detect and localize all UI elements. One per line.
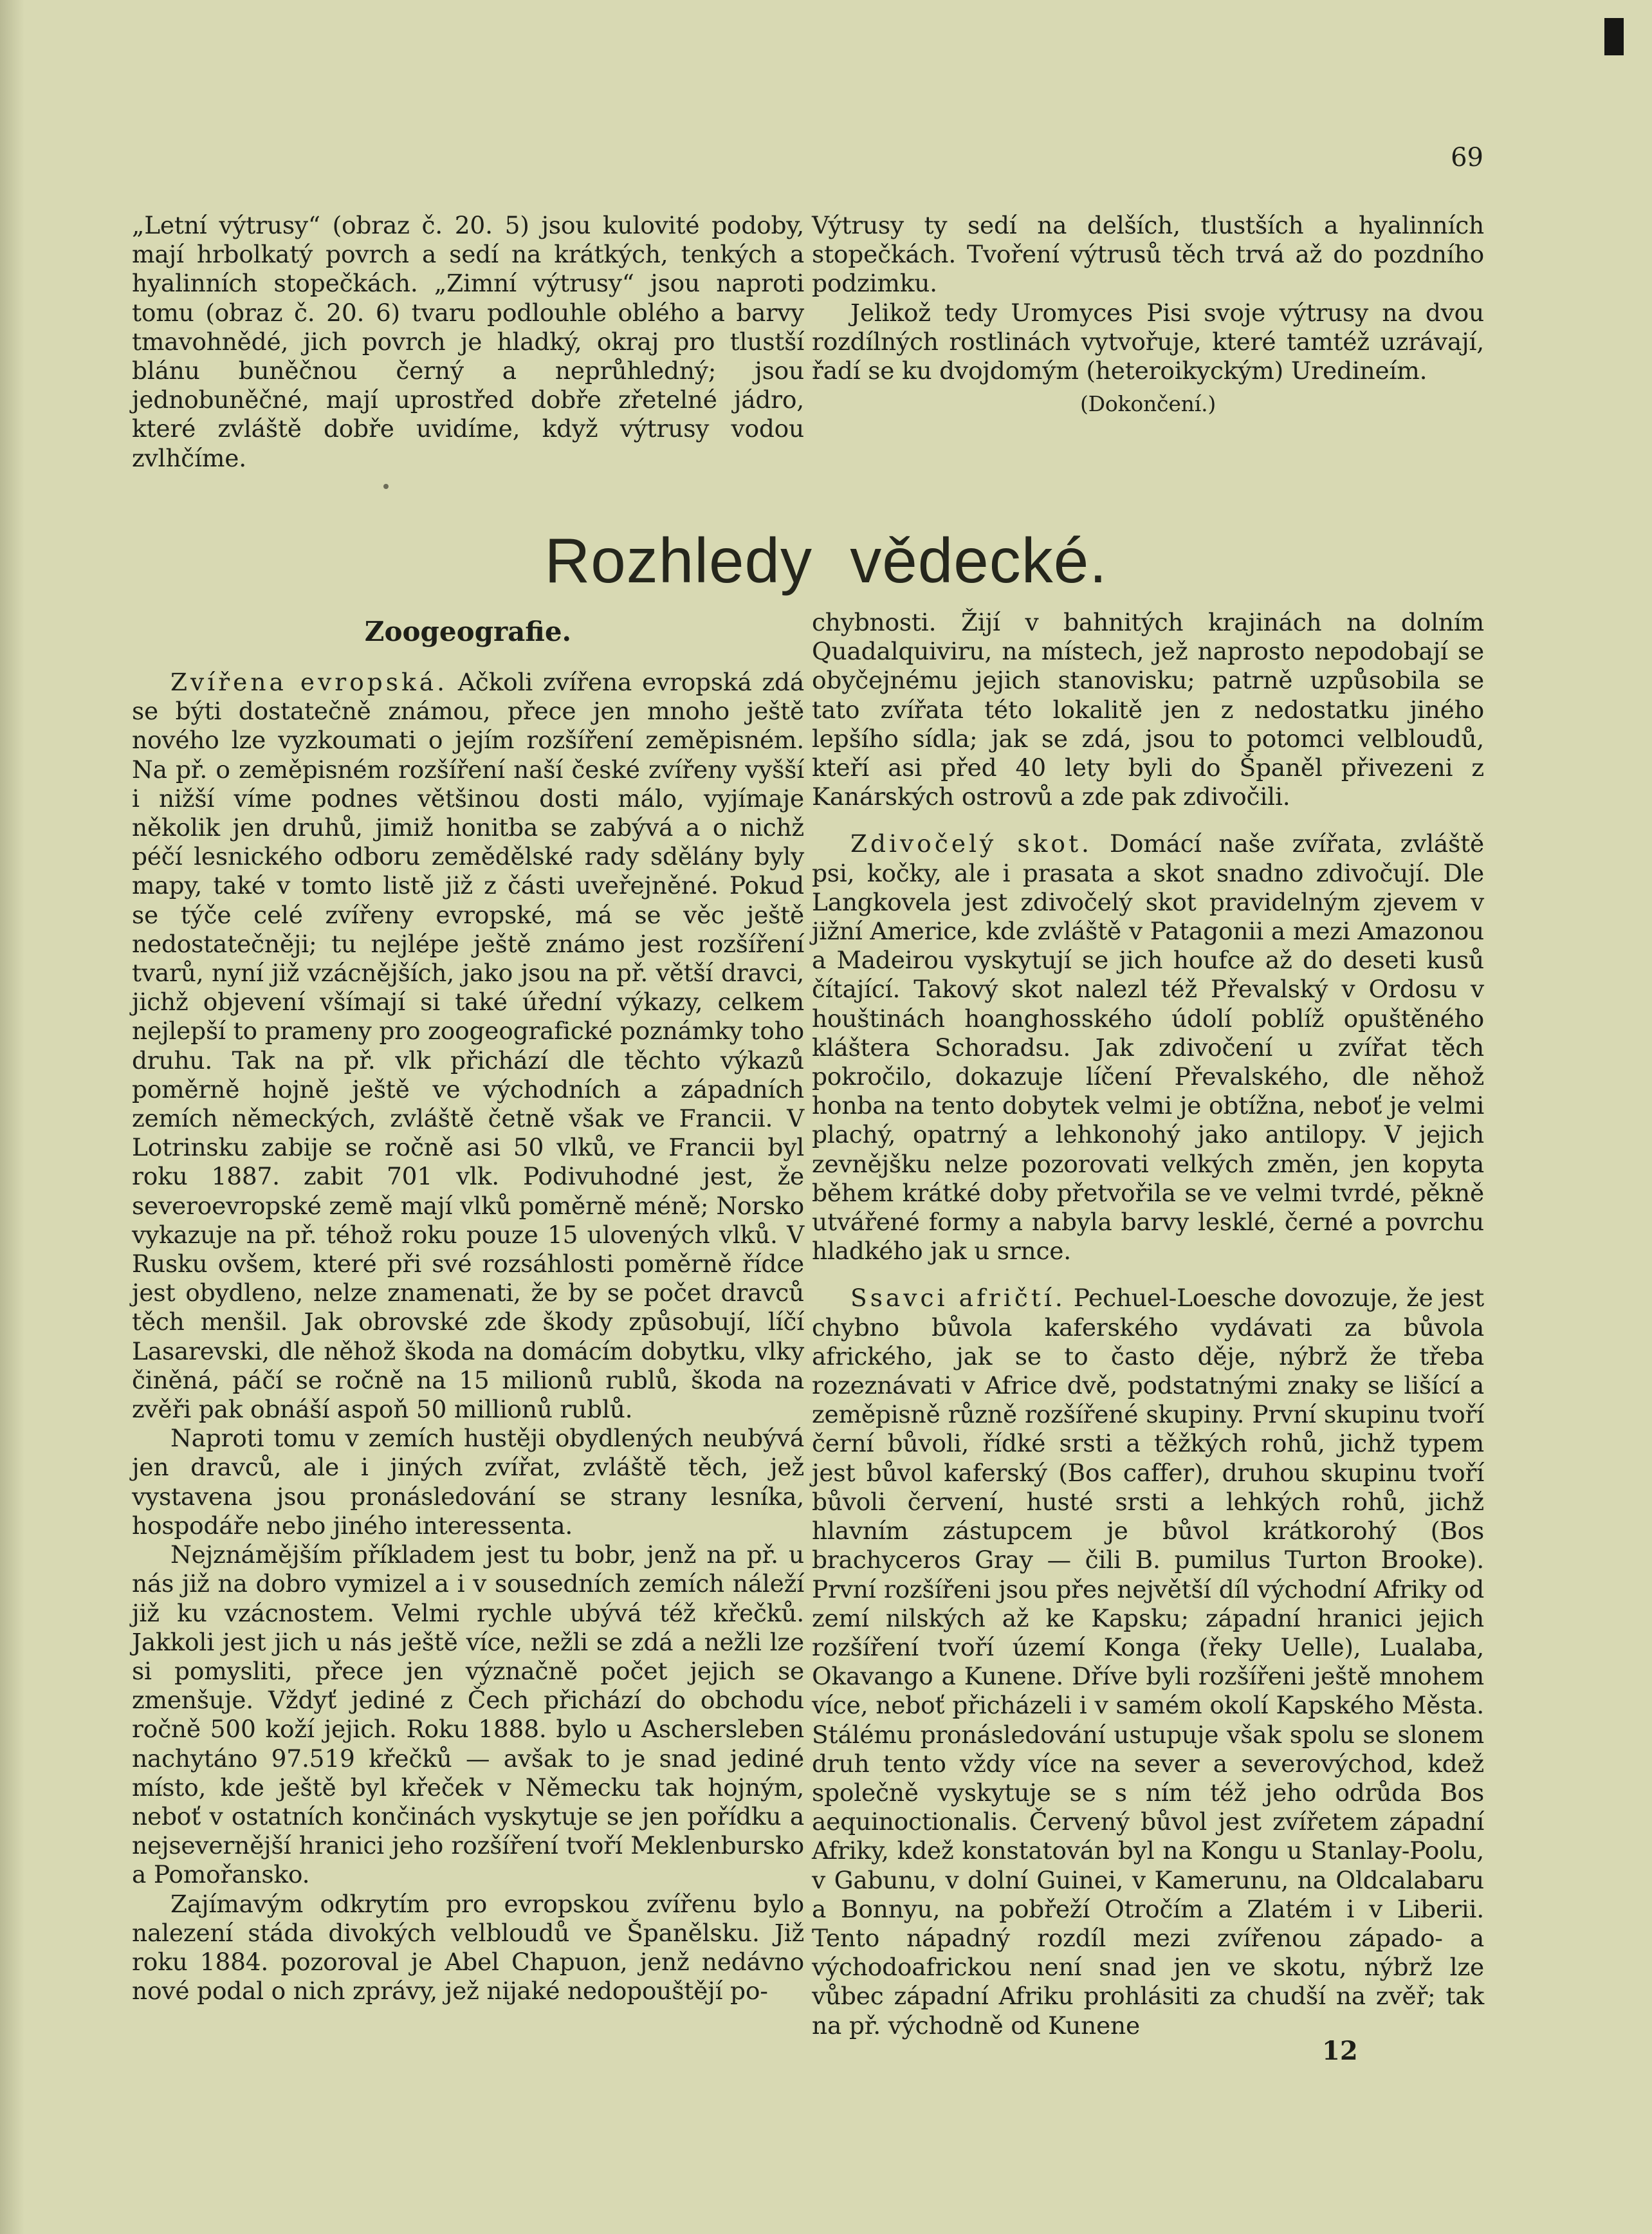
paragraph	[812, 1284, 1484, 2040]
page-number: 69	[1451, 143, 1483, 172]
paragraph-body: Ačkoli zvířena evropská zdá se býti dostatečně známou, přece jen mnoho ještě nového lze vyzkoumati o jejím rozšíření zeměpisném. Na př. o zeměpisném rozšíření naší české zvířeny vyšší i nižší víme podnes většinou dosti málo, vyjímaje několik jen druhů, jimiž honitba se zabývá a o nichž péčí lesnického odboru zemědělské rady sdělány byly mapy, také v tomto listě již z části uveřejněné. Pokud se týče celé zvířeny evropské, má se věc ještě nedostatečněji; tu nejlépe ještě známo jest rozšíření tvarů, nyní již vzácnějších, jako jsou na př. větší dravci, jichž objevení všímají si také úřední výkazy, celkem nejlepší to prameny pro zoogeografické poznámky toho druhu. Tak na př. vlk přichází dle těchto výkazů poměrně hojně ještě ve východních a západních zemích německých, zvláště četně však ve Francii. V Lotrinsku zabije se ročně asi 50 vlků, ve Francii byl roku 1887. zabit 701 vlk. Podivuhodné jest, že severoevropské země mají vlků poměrně méně; Norsko vykazuje na př. téhož roku pouze 15 ulovených vlků. V Rusku ovšem, které při své rozsáhlosti poměrně řídce jest obydleno, nelze znamenati, že by se počet dravců těch menšil. Jak obrovské zde škody způsobují, líčí Lasarevski, dle něhož škoda na domácím dobytku, vlky činěná, páčí se ročně na 15 milionů rublů, škoda na zvěři pak obnáší aspoň 50 millionů rublů.	[132, 668, 804, 1424]
paragraph: Nejznámějším příkladem jest tu bobr, jenž na př. u nás již na dobro vymizel a i v sousedních zemích náleží již ku vzácnostem. Velmi rychle ubývá též křečků. Jakkoli jest jich u nás ještě více, nežli se zdá a nežli lze si pomysliti, přece jen význačně počet jejich se zmenšuje. Vždyť jediné z Čech přichází do obchodu ročně 500 koží jejich. Roku 1888. bylo u Aschersleben nachytáno 97.519 křečků — avšak to je snad jediné místo, kde ještě byl křeček v Německu tak hojným, neboť v ostatních končinách vyskytuje se jen pořídku a nejsevernější hranici jeho rozšíření tvoří Meklenbursko a Pomořansko.	[132, 1540, 804, 1889]
paragraph: Zajímavým odkrytím pro evropskou zvířenu bylo nalezení stáda divokých velbloudů ve Španělsku. Již roku 1884. pozoroval je Abel Chapuon, jenž nedávno nové podal o nich zprávy, jež nijaké nedopouštějí po-	[132, 1889, 804, 2006]
page-edge-shadow	[0, 0, 24, 2234]
main-right-column	[812, 608, 1484, 2040]
main-left-column	[132, 668, 804, 2006]
dot-mark	[383, 484, 389, 489]
corner-mark	[1604, 18, 1624, 55]
paragraph-body: Pechuel-Loesche dovozuje, že jest chybno bůvola kaferského vydávati za bůvola afrického, jak se to často děje, nýbrž že třeba rozeznávati v Africe dvě, podstatnými znaky se lišící a zeměpisně různě rozšířené skupiny. První skupinu tvoří černí bůvoli, řídké srsti a těžkých rohů, jichž typem jest bůvol kaferský (Bos caffer), druhou skupinu tvoří bůvoli červení, husté srsti a lehkých rohů, jichž hlavním zástupcem je bůvol krátkorohý (Bos brachyceros Gray — čili B. pumilus Turton Brooke). První rozšířeni jsou přes největší díl východní Afriky od zemí nilských až ke Kapsku; západní hranici jejich rozšíření tvoří území Konga (řeky Uelle), Lualaba, Okavango a Kunene. Dříve byli rozšířeni ještě mnohem více, neboť přicházeli i v samém okolí Kapského Města. Stálému pronásledování ustupuje však spolu se slonem druh tento vždy více na sever a severovýchod, kdež společně vyskytuje se s ním též jeho odrůda Bos aequinoctionalis. Červený bůvol jest zvířetem západní Afriky, kdež konstatován byl na Kongu u Stanlay-Poolu, v Gabunu, v dolní Guinei, v Kamerunu, na Oldcalabaru a Bonnyu, na pobřeží Otročím a Zlatém i v Liberii. Tento nápadný rozdíl mezi zvířenou západo- a východoafrickou není snad jen ve skotu, nýbrž lze vůbec západní Afriku prohlásiti za chudší na zvěř; tak na př. východně od Kunene	[812, 1284, 1484, 2040]
paragraph: Naproti tomu v zemích hustěji obydlených neubývá jen dravců, ale i jiných zvířat, zvláště těch, jež vystavena jsou pronásledování se strany lesníka, hospodáře nebo jiného interessenta.	[132, 1424, 804, 1540]
paragraph: Výtrusy ty sedí na delších, tlustších a hyalinních stopečkách. Tvoření výtrusů těch trvá až do pozdního podzimku.	[812, 211, 1484, 298]
paragraph-lead: Zdivočelý skot.	[850, 829, 1092, 858]
signature-number: 12	[1322, 2036, 1358, 2066]
continuation-note: (Dokončení.)	[1079, 391, 1216, 417]
paragraph	[812, 829, 1484, 1266]
paragraph-body: Domácí naše zvířata, zvláště psi, kočky, ale i prasata a skot snadno zdivočují. Dle Langkovela jest zdivočelý skot pravidelným zjevem v jižní Americe, kde zvláště v Patagonii a mezi Amazonou a Madeirou vyskytují se jich houfce až do deseti kusů čítající. Takový skot nalezl též Převalský v Ordosu v houštinách hoanghosského údolí poblíž opuštěného kláštera Schoradsu. Jak zdivočení u zvířat těch pokročilo, dokazuje líčení Převalského, dle něhož honba na tento dobytek velmi je obtížna, neboť je velmi plachý, opatrný a lehkonohý jako antilopy. V jejich zevnějšku nelze pozorovati velkých změn, jen kopyta během krátké doby přetvořila se ve velmi tvrdé, pěkně utvářené formy a nabyla barvy lesklé, černé a povrchu hladkého jak u srnce.	[812, 829, 1484, 1266]
top-left-column	[132, 211, 804, 473]
paragraph: chybnosti. Žijí v bahnitých krajinách na dolním Quadalquiviru, na místech, jež naprosto nepodobají se obyčejnému jejich stanovisku; patrně uzpůsobila se tato zvířata této lokalitě jen z nedostatku jiného lepšího sídla; jak se zdá, jsou to potomci velbloudů, kteří asi před 40 lety byli do Španěl přivezeni z Kanárských ostrovů a zde pak zdivočili.	[812, 608, 1484, 811]
paragraph-lead: Ssavci afričtí.	[850, 1284, 1066, 1313]
paragraph: Jelikož tedy Uromyces Pisi svoje výtrusy na dvou rozdílných rostlinách vytvořuje, které tamtéž uzrávají, řadí se ku dvojdomým (heteroikyckým) Uredineím.	[812, 298, 1484, 385]
section-heading: Zoogeografie.	[364, 616, 572, 647]
paragraph-lead: Zvířena evropská.	[170, 668, 448, 696]
paragraph	[132, 668, 804, 1424]
paragraph: „Letní výtrusy“ (obraz č. 20. 5) jsou kulovité podoby, mají hrbolkatý povrch a sedí na krátkých, tenkých a hyalinních stopečkách. „Zimní výtrusy“ jsou naproti tomu (obraz č. 20. 6) tvaru podlouhle oblého a barvy tmavohnědé, jich povrch je hladký, okraj pro tlustší blánu buněčnou černý a neprůhledný; jsou jednobuněčné, mají uprostřed dobře zřetelné jádro, které zvláště dobře uvidíme, když výtrusy vodou zvlhčíme.	[132, 211, 804, 472]
top-right-column	[812, 211, 1484, 418]
rubric-title: Rozhledy vědecké.	[544, 525, 1108, 596]
spacer	[812, 811, 1484, 829]
spacer	[812, 1266, 1484, 1284]
